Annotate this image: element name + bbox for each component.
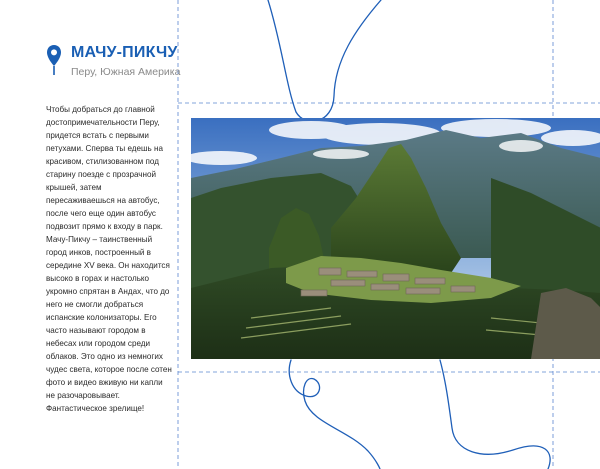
decorative-line-bottom — [289, 360, 380, 469]
article-header — [46, 44, 180, 79]
article-body: Чтобы добраться до главной достопримечательности Перу, придется встать с первыми петухами. Сперва ты едешь на красивом, стилизованном под старину поезде с прозрачной крышей, затем пересаживаешься на автобус, после чего еще один автобус подвозит прямо к входу в парк. Мачу-Пикчу – таинственный город инков, построенный в середине XV века. Он находится высоко в горах и настолько укромно спрятан в Андах, что до него не смогли добраться испанские колонизаторы. Его часто называют городом в небесах или городом среди облаков. Это одно из немногих чудес света, которое после сотен фото и видео вживую ни капли не разочаровывает. Фантастическое зрелище! — [46, 105, 172, 413]
header-text — [71, 44, 180, 79]
location-subtitle: Перу, Южная Америка — [71, 66, 181, 78]
decorative-line-bottom-right — [440, 360, 550, 469]
location-pin-icon — [46, 44, 62, 76]
machu-picchu-photo — [191, 118, 600, 359]
page-title: МАЧУ-ПИКЧУ — [71, 44, 178, 61]
